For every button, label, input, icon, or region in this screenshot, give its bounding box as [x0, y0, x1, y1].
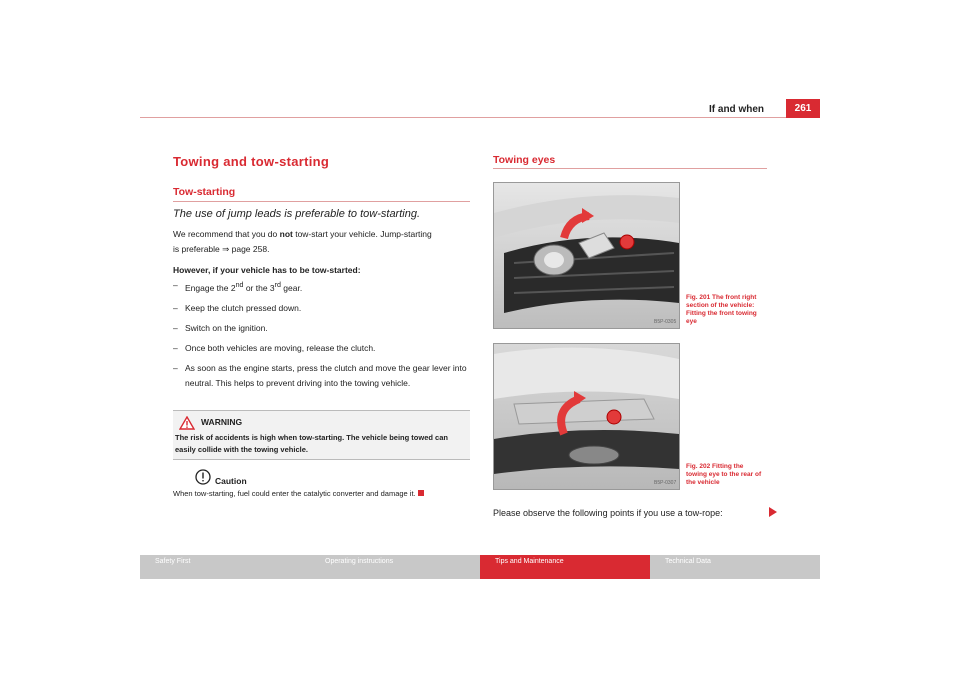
- continue-arrow-icon[interactable]: [769, 507, 777, 517]
- lead-text: The use of jump leads is preferable to tow-starting.: [173, 208, 421, 220]
- end-of-section-marker-icon: [418, 490, 424, 496]
- intro-text-c: is preferable: [173, 244, 223, 254]
- steps-intro-text: However, if your vehicle has to be tow-started:: [173, 265, 361, 275]
- warning-title: WARNING: [201, 417, 243, 427]
- subheading-tow-starting: Tow-starting: [173, 186, 236, 198]
- footer-nav: [140, 555, 820, 579]
- section-title: Towing and tow-starting: [173, 154, 330, 169]
- step-1-sup-rd: rd: [274, 281, 281, 289]
- subheading-rule: [173, 201, 470, 202]
- rear-bumper-illustration: [494, 344, 679, 489]
- figure-202-image: [493, 343, 680, 490]
- dash-marker: –: [173, 322, 178, 333]
- dash-marker: –: [173, 302, 178, 313]
- header-title: If and when: [709, 104, 764, 115]
- dash-marker: –: [173, 362, 178, 373]
- tow-rope-intro: Please observe the following points if you use a tow-rope:: [493, 508, 723, 518]
- intro-paragraph: [173, 227, 473, 257]
- warning-text: The risk of accidents is high when tow-starting. The vehicle being towed can easily collide with the towing vehicle.: [175, 433, 448, 454]
- warning-triangle-icon: [179, 416, 195, 430]
- tab-technical-data[interactable]: Technical Data: [665, 558, 711, 565]
- list-item: [173, 321, 473, 336]
- list-item: [173, 278, 473, 296]
- front-bumper-illustration: [494, 183, 679, 328]
- caution-text-body: When tow-starting, fuel could enter the catalytic converter and damage it.: [173, 489, 416, 498]
- subheading-rule-right: [493, 168, 767, 169]
- caution-exclamation-icon: [195, 469, 211, 485]
- step-3-text: Switch on the ignition.: [185, 322, 268, 333]
- figure-202-caption: Fig. 202 Fitting the towing eye to the rear of the vehicle: [686, 463, 762, 486]
- intro-text-b: tow-start your vehicle. Jump-starting: [292, 229, 432, 239]
- dash-marker: –: [173, 280, 178, 290]
- step-5-text: As soon as the engine starts, press the clutch and move the gear lever into neutral. This helps to prevent driving into the towing vehicle.: [185, 362, 467, 388]
- dash-marker: –: [173, 342, 178, 353]
- step-1-text-a: Engage the 2: [185, 282, 236, 293]
- caution-text: [173, 489, 424, 498]
- figure-201-image: [493, 182, 680, 329]
- figure-201-caption: Fig. 201 The front right section of the vehicle: Fitting the front towing eye: [686, 294, 757, 325]
- subheading-towing-eyes: Towing eyes: [493, 154, 556, 166]
- figure-202-code: B5P-0307: [654, 480, 677, 486]
- step-1-sup-nd: nd: [235, 281, 244, 289]
- list-item: [173, 361, 473, 391]
- tab-tips-and-maintenance[interactable]: Tips and Maintenance: [480, 555, 650, 579]
- steps-list: [173, 278, 473, 396]
- intro-bold-not: not: [279, 229, 293, 239]
- tab-operating-instructions[interactable]: Operating instructions: [325, 558, 394, 565]
- list-item: [173, 301, 473, 316]
- intro-text-a: We recommend that you do: [173, 229, 280, 239]
- caution-title: Caution: [215, 476, 247, 486]
- steps-intro: [173, 263, 473, 278]
- figure-201-code: B5P-0305: [654, 319, 677, 325]
- step-1-text-c: gear.: [280, 282, 303, 293]
- page-ref-link[interactable]: page 258.: [229, 244, 270, 254]
- step-2-text: Keep the clutch pressed down.: [185, 302, 302, 313]
- header-rule: [140, 117, 820, 118]
- step-4-text: Once both vehicles are moving, release the clutch.: [185, 342, 376, 353]
- page-ref-arrow-icon: ⇒: [222, 244, 230, 254]
- step-1-text-b: or the 3: [243, 282, 275, 293]
- list-item: [173, 341, 473, 356]
- page-number: 261: [786, 99, 820, 118]
- warning-box: [173, 410, 470, 460]
- tab-safety-first[interactable]: Safety First: [155, 558, 191, 565]
